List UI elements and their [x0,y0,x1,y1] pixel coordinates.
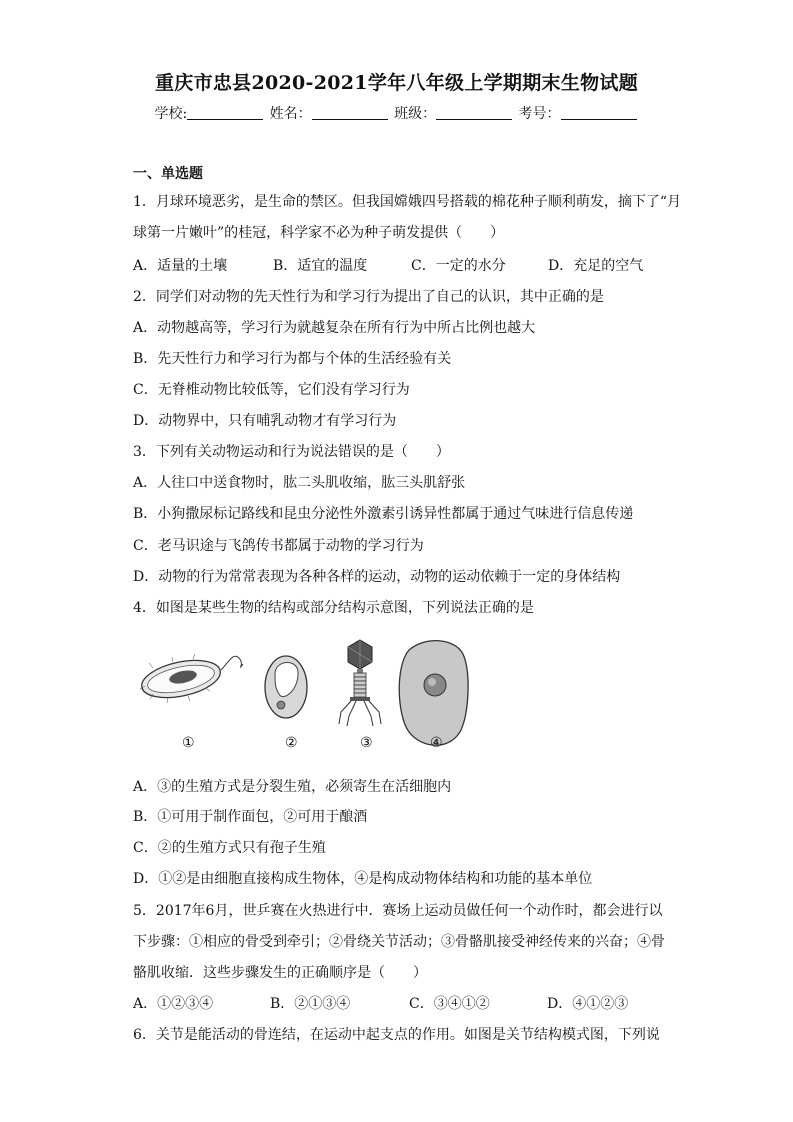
q2-stem: 2．同学们对动物的先天性行为和学习行为提出了自己的认识，其中正确的是 [133,289,604,305]
q5-stem-line2: 下步骤：①相应的骨受到牵引；②骨绕关节活动；③骨骼肌接受神经传来的兴奋；④骨 [133,934,665,950]
q5-option-c: C．③④①② [409,996,490,1012]
exam-title: 重庆市忠县2020-2021学年八年级上学期期末生物试题 [154,72,639,94]
bacteriophage-drawing [339,640,381,726]
q1-option-c: C．一定的水分 [411,258,506,274]
q5-option-d: D．④①②③ [547,996,629,1012]
q4-option-d: D．①②是由细胞直接构成生物体，④是构成动物体结构和功能的基本单位 [133,871,593,887]
q3-option-a: A．人往口中送食物时，肱二头肌收缩，肱三头肌舒张 [133,475,466,491]
q5-stem-line1: 5．2017年6月，世乒赛在火热进行中．赛场上运动员做任何一个动作时，都会进行以 [133,903,663,919]
q2-option-d: D．动物界中，只有哺乳动物才有学习行为 [133,413,397,429]
number-label: 考号： [518,106,561,122]
q2-option-c: C．无脊椎动物比较低等，它们没有学习行为 [133,382,410,398]
q1-option-a: A．适量的土壤 [133,258,228,274]
class-label: 班级： [394,106,437,122]
q4-option-b: B．①可用于制作面包，②可用于酿酒 [133,809,368,825]
animal-cell-drawing [399,641,468,746]
q6-stem-line1: 6．关节是能活动的骨连结，在运动中起支点的作用。如图是关节结构模式图，下列说 [133,1027,660,1043]
q3-option-d: D．动物的行为常常表现为各种各样的运动，动物的运动依赖于一定的身体结构 [133,569,621,585]
bacterium-drawing [138,654,243,704]
q2-option-b: B．先天性行力和学习行为都与个体的生活经验有关 [133,351,452,367]
class-blank[interactable] [436,105,512,120]
q4-stem: 4．如图是某些生物的结构或部分结构示意图，下列说法正确的是 [133,600,534,616]
number-blank[interactable] [561,105,637,120]
school-blank[interactable] [187,105,263,120]
figure-label-4: ④ [430,735,443,751]
q5-option-a: A．①②③④ [133,996,214,1012]
q4-option-a: A．③的生殖方式是分裂生殖，必须寄生在活细胞内 [133,779,452,795]
q5-stem-line3: 骼肌收缩．这些步骤发生的正确顺序是（ ） [133,965,427,981]
q1-stem-line2: 球第一片嫩叶”的桂冠，科学家不必为种子萌发提供（ ） [133,225,505,241]
q4-option-c: C．②的生殖方式只有孢子生殖 [133,840,326,856]
school-label: 学校: [154,106,188,122]
yeast-drawing [265,656,307,718]
q3-stem: 3．下列有关动物运动和行为说法错误的是（ ） [133,444,450,460]
name-blank[interactable] [312,105,388,120]
section-heading: 一、单选题 [133,166,203,182]
figure-label-3: ③ [360,735,373,751]
q1-option-b: B．适宜的温度 [273,258,368,274]
q1-option-d: D．充足的空气 [548,258,644,274]
q3-option-b: B．小狗撒尿标记路线和昆虫分泌性外激素引诱异性都属于通过气味进行信息传递 [133,506,634,522]
q5-option-b: B．②①③④ [270,996,351,1012]
figure-label-2: ② [285,735,298,751]
q1-stem-line1: 1．月球环境恶劣，是生命的禁区。但我国嫦娥四号搭载的棉花种子顺利萌发，摘下了“月 [133,194,682,210]
name-label: 姓名： [269,106,312,122]
figure-label-1: ① [182,735,195,751]
q2-option-a: A．动物越高等，学习行为就越复杂在所有行为中所占比例也越大 [133,320,536,336]
student-info-row [0,103,793,123]
q3-option-c: C．老马识途与飞鸽传书都属于动物的学习行为 [133,538,424,554]
